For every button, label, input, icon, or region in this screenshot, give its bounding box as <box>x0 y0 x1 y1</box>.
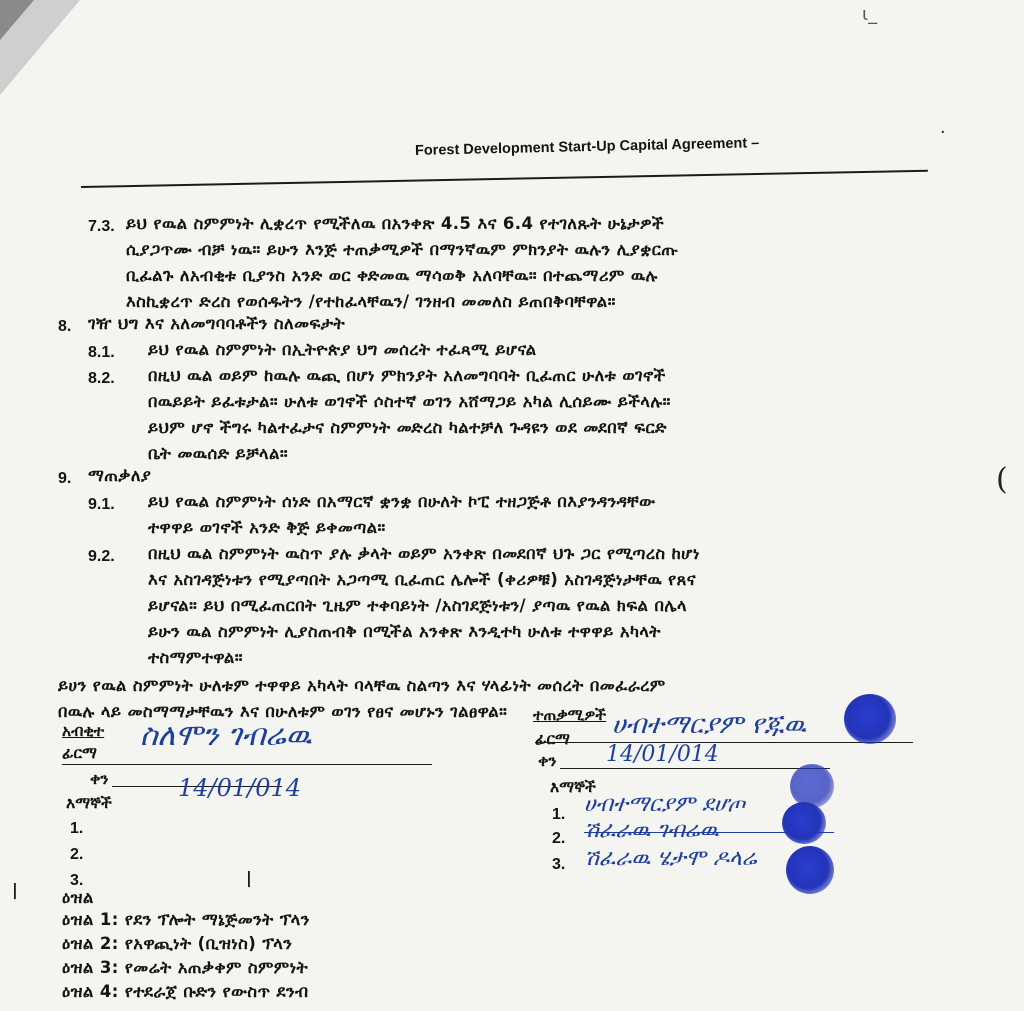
folded-corner <box>0 0 80 95</box>
clause-9-2-line: እና አስገዳጅነቱን የሚያጣበት አጋጣሚ ቢፈጠር ሌሎች (ቀሪዎቹ) አስገዳጅነታቸዉ የጸና <box>148 570 696 589</box>
clause-9-1-line: ተዋዋይ ወገኖች አንድ ቅጅ ይቀመጣል። <box>148 518 386 537</box>
clause-8-1-number: 8.1. <box>88 344 115 361</box>
clause-7-3-line: ቢፈልጉ ለአብቂቱ ቢያንስ አንድ ወር ቀድመዉ ማሳወቅ አለባቸዉ። በተጨማሪም ዉሉ <box>126 266 658 285</box>
annex-item: ዕዝል 1: የደን ፕሎት ማኔጅመንት ፕላን <box>62 910 310 929</box>
clause-7-3-line: ሲያጋጥሙ ብቻ ነዉ። ይሁን እንጅ ተጠቃሚዎች በማንኛዉም ምክንያት ዉሉን ሊያቋርጡ <box>126 240 679 259</box>
fingerprint-stamp <box>844 694 896 744</box>
left-signature-line <box>62 764 432 765</box>
right-party-heading: ተጠቃሚዎች <box>533 706 607 724</box>
clause-9-1-line: ይህ የዉል ስምምነት ሰነድ በአማርኛ ቋንቋ በሁለት ኮፒ ተዘጋጅቶ በእያንዳንዳቸው <box>148 492 656 511</box>
right-witness-2-number: 2. <box>552 830 566 847</box>
fingerprint-stamp <box>782 802 826 844</box>
right-witness-2-handwriting: ሽፈራዉ ገብሬዉ <box>584 818 719 843</box>
clause-8-2-line: በዉይይት ይፈቱታል። ሁለቱ ወገኖች ሶስተኛ ወገን አሸማጋይ አካል ሊሰይሙ ይችላሉ። <box>148 392 671 411</box>
edge-mark: ι_ <box>862 4 878 25</box>
annex-label: ዕዝል <box>62 888 94 907</box>
section-9-number: 9. <box>58 470 72 487</box>
clause-9-1-number: 9.1. <box>88 496 115 513</box>
annex-item: ዕዝል 2: የአዋጪነት (ቢዝነስ) ፕላን <box>62 934 293 953</box>
left-date-label: ቀን <box>90 770 109 788</box>
margin-tick: | <box>246 868 252 887</box>
right-signature-handwriting: ሀብተማርያም የጁዉ <box>612 710 807 740</box>
right-witness-3-number: 3. <box>552 856 566 873</box>
annex-item: ዕዝል 4: የተደራጀ ቡድን የውስጥ ደንብ <box>62 982 309 1001</box>
left-date-handwriting: 14/01/014 <box>178 774 302 802</box>
header-rule <box>81 170 928 188</box>
left-signature-handwriting: ስለሞን ገብሬዉ <box>140 718 312 753</box>
clause-9-2-line: ተስማምተዋል። <box>148 648 243 667</box>
right-witness-3-handwriting: ሽፈራዉ ሄታሞ ዶላሬ <box>584 846 757 871</box>
clause-9-2-number: 9.2. <box>88 548 115 565</box>
left-witness-1-number: 1. <box>70 820 84 837</box>
fingerprint-stamp <box>786 846 834 894</box>
clause-8-2-line: ቤት መዉሰድ ይቻላል። <box>148 444 289 463</box>
section-8-number: 8. <box>58 318 72 335</box>
right-witness-1-handwriting: ሀብተማርያም ደሆጦ <box>584 792 746 817</box>
clause-8-2-line: ይህም ሆኖ ችግሩ ካልተፈታና ስምምነት መድረስ ካልተቻለ ጉዳዩን ወደ መደበኛ ፍርድ <box>148 418 667 437</box>
document-header-title: Forest Development Start-Up Capital Agreement – <box>414 135 760 159</box>
right-date-label: ቀን <box>538 752 557 770</box>
section-8-title: ገዥ ህግ እና አለመግባባቶችን ስለመፍታት <box>88 314 345 333</box>
margin-mark: ( <box>996 462 1008 497</box>
annex-item: ዕዝል 3: የመሬት አጠቃቀም ስምምነት <box>62 958 309 977</box>
margin-tick: | <box>12 880 18 899</box>
right-witness-1-number: 1. <box>552 806 566 823</box>
clause-9-2-line: ይሆናል። ይህ በሚፈጠርበት ጊዜም ተቀባይነት /አስገደጅነቱን/ ያጣዉ የዉል ክፍል በሌላ <box>148 596 688 615</box>
left-party-heading: አብቂተ <box>62 722 105 740</box>
stray-mark: · <box>940 122 946 143</box>
fingerprint-stamp <box>790 764 834 808</box>
clause-9-2-line: ይሁን ዉል ስምምነት ሊያስጠብቅ በሚችል አንቀጽ እንዲተካ ሁለቱ ተዋዋይ አካላት <box>148 622 661 641</box>
clause-7-3-number: 7.3. <box>88 218 115 235</box>
right-date-line <box>560 768 830 769</box>
clause-7-3-line: እስኪቋረጥ ድረስ የወሰዱትን /የተከፈላቸዉን/ ገንዘብ መመለስ ይጠበቅባቸዋል። <box>126 292 616 311</box>
right-date-handwriting: 14/01/014 <box>606 742 719 767</box>
closing-statement-line: በዉሉ ላይ መስማማታቸዉን እና በሁለቱም ወገን የፀና መሆኑን ገልፀዋል። <box>58 702 508 721</box>
closing-statement-line: ይሀን የዉል ስምምነት ሁለቱም ተዋዋይ አካላት ባላቸዉ ስልጣን እና ሃላፊነት መሰረት በመፈራረም <box>58 676 666 695</box>
section-9-title: ማጠቃለያ <box>88 466 152 485</box>
right-signature-label: ፊርማ <box>535 730 570 748</box>
clause-7-3-line: ይህ የዉል ስምምነት ሊቋረጥ የሚችለዉ በአንቀጽ 4.5 እና 6.4 የተገለጹት ሁኔታዎች <box>126 214 665 233</box>
right-signature-line <box>535 742 913 743</box>
left-witness-3-number: 3. <box>70 872 84 889</box>
clause-9-2-line: በዚህ ዉል ስምምነት ዉስጥ ያሉ ቃላት ወይም አንቀጽ በመደበኛ ህጉ ጋር የሚጣረስ ከሆነ <box>148 544 700 563</box>
clause-8-1-line: ይህ የዉል ስምምነት በኢትዮጵያ ህግ መሰረት ተፈጻሚ ይሆናል <box>148 340 537 359</box>
right-witnesses-label: እማኞች <box>550 778 596 796</box>
left-witness-2-number: 2. <box>70 846 84 863</box>
left-witnesses-label: እማኞች <box>66 794 112 812</box>
left-signature-label: ፊርማ <box>62 744 97 762</box>
clause-8-2-number: 8.2. <box>88 370 115 387</box>
clause-8-2-line: በዚህ ዉል ወይም ከዉሉ ዉጪ በሆነ ምክንያት አለመግባባት ቢፈጠር ሁለቱ ወገኖች <box>148 366 666 385</box>
